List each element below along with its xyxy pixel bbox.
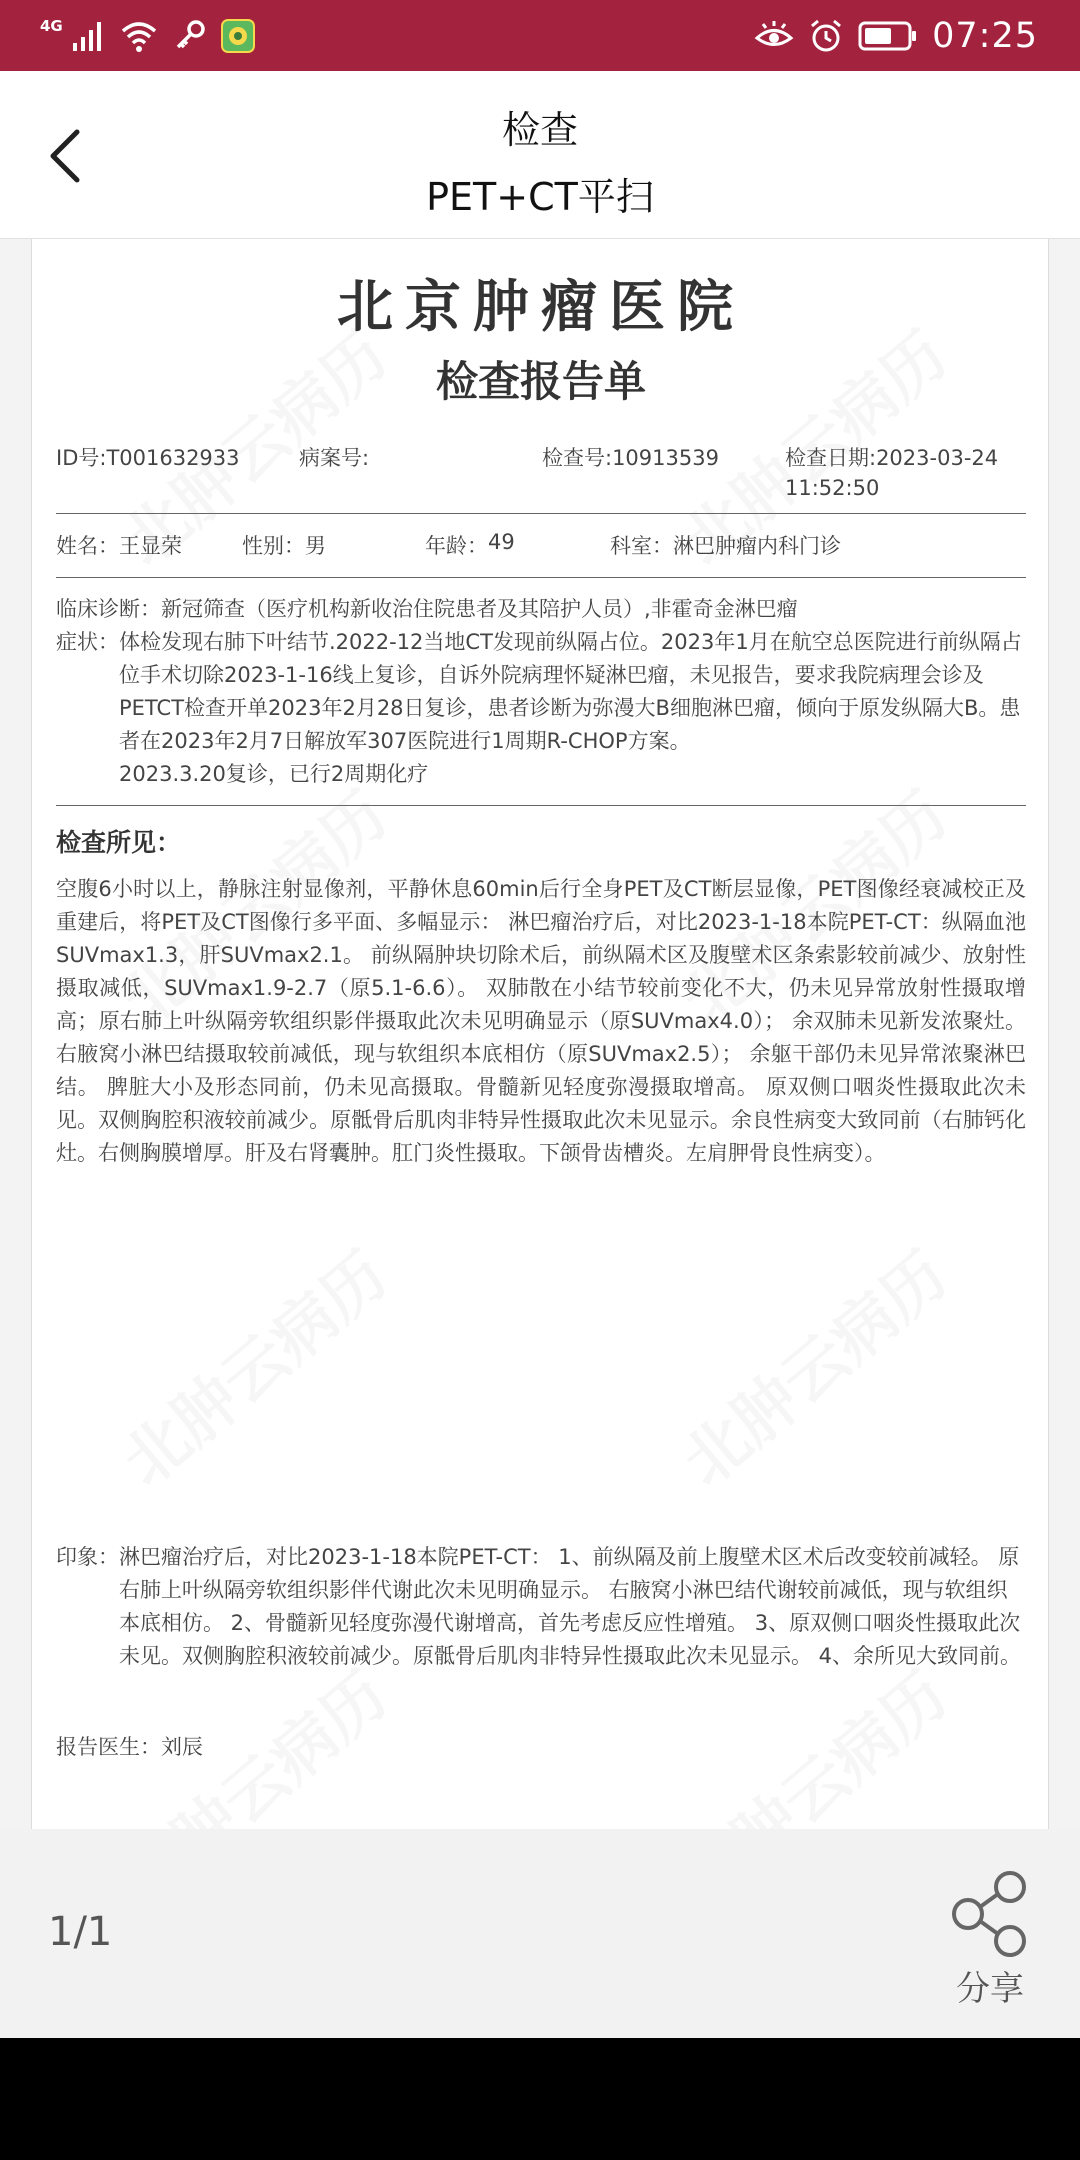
impression [56, 1541, 1026, 1673]
age-value: 49 [488, 530, 515, 554]
divider [56, 513, 1026, 514]
key-icon [173, 19, 207, 53]
report-page [31, 239, 1049, 1829]
report-title: 检查报告单 [435, 357, 646, 406]
symptoms-text: 体检发现右肺下叶结节.2022-12当地CT发现前纵隔占位。2023年1月在航空总医院进行前纵隔占位手术切除2023-1-16线上复诊，自诉外院病理怀疑淋巴瘤，未见报告，要求我院病理会诊及PETCT检查开单2023年2月28日复诊，患者诊断为弥漫大B细胞淋巴瘤，倾向于原发纵隔大B。患者在2023年2月7日解放军307医院进行1周期R-CHOP方案。 [119, 630, 1022, 753]
patient-age [425, 529, 515, 563]
patient-id: ID号:T001632933 [56, 446, 240, 470]
patient-name: 姓名：王显荣 [56, 534, 182, 558]
page-title: 检查 [501, 108, 578, 152]
case-number: 病案号: [299, 446, 370, 470]
impression-label: 印象： [56, 1545, 119, 1569]
exam-number: 检查号:10913539 [542, 446, 719, 470]
clinical-section [56, 593, 1026, 791]
age-label: 年龄： [425, 534, 488, 558]
clinical-diagnosis [56, 593, 1026, 626]
report-viewer[interactable] [0, 239, 1080, 1829]
symptoms-body [119, 626, 1026, 791]
share-label: 分享 [956, 1969, 1024, 2009]
alarm-icon [808, 18, 844, 54]
impression-text: 淋巴瘤治疗后，对比2023-1-18本院PET-CT： 1、前纵隔及前上腹壁术区术后改变较前减轻。 原右肺上叶纵隔旁软组织影伴代谢此次未见明确显示。 右腋窝小淋巴结代谢较前减低，现与软组织本底相仿。 2、骨髓新见轻度弥漫代谢增高，首先考虑反应性增殖。 3、原双侧口咽炎性摄取此次未见。双侧胸腔积液较前减少。原骶骨后肌肉非特异性摄取此次未见显示。 4、余所见大致同前。 [119, 1545, 1022, 1668]
clinical-diagnosis-text: 新冠筛查（医疗机构新收治住院患者及其陪护人员）,非霍奇金淋巴瘤 [161, 597, 798, 621]
app-header [0, 71, 1080, 239]
status-right [754, 10, 1038, 62]
symptoms [56, 626, 1026, 791]
exam-date: 检查日期:2023-03-24 [785, 446, 999, 470]
network-type: 4G [40, 17, 63, 35]
eye-comfort-icon [754, 19, 794, 53]
symptoms-text-followup: 2023.3.20复诊，已行2周期化疗 [119, 762, 429, 786]
symptoms-label: 症状： [56, 630, 119, 654]
divider [56, 577, 1026, 578]
wifi-icon [119, 19, 159, 53]
findings-text: 空腹6小时以上，静脉注射显像剂，平静休息60min后行全身PET及CT断层显像，PET图像经衰减校正及重建后，将PET及CT图像行多平面、多幅显示： 淋巴瘤治疗后，对比2023-1-18本院PET-CT：纵隔血池SUVmax1.3，肝SUVmax2.1。 前纵隔肿块切除术后，前纵隔术区及腹壁术区条索影较前减少、放射性摄取减低，SUVmax1.9-2.7（原5.1-6.6）。 双肺散在小结节较前变化不大，仍未见异常放射性摄取增高；原右肺上叶纵隔旁软组织影伴摄取此次未见明确显示（原SUVmax4.0）； 余双肺未见新发浓聚灶。 右腋窝小淋巴结摄取较前减低，现与软组织本底相仿（原SUVmax2.5）； 余躯干部仍未见异常浓聚淋巴结。 脾脏大小及形态同前，仍未见高摄取。骨髓新见轻度弥漫摄取增高。 原双侧口咽炎性摄取此次未见。双侧胸腔积液较前减少。原骶骨后肌肉非特异性摄取此次未见显示。余良性病变大致同前（右肺钙化灶。右侧胸膜增厚。肝及右肾囊肿。肛门炎性摄取。下颌骨齿槽炎。左肩胛骨良性病变）。 [56, 877, 1026, 1165]
share-button[interactable] [940, 1869, 1040, 2009]
bottom-bar [0, 1829, 1080, 2038]
department: 科室：淋巴肿瘤内科门诊 [610, 534, 841, 558]
battery-icon [858, 20, 918, 52]
hospital-name: 北京肿瘤医院 [337, 275, 745, 340]
status-bar [0, 0, 1080, 71]
signal-icon [71, 19, 105, 53]
findings-heading: 检查所见： [56, 828, 182, 857]
status-left [40, 14, 255, 58]
page-indicator: 1/1 [48, 1909, 113, 1955]
share-icon [940, 1869, 1040, 1959]
status-time: 07:25 [932, 16, 1038, 56]
clinical-diagnosis-label: 临床诊断： [56, 597, 161, 621]
watermark [660, 1647, 964, 1829]
report-doctor: 报告医生：刘辰 [56, 1735, 203, 1759]
watermark [660, 1227, 964, 1503]
divider [56, 805, 1026, 806]
app-notification-icon [221, 19, 255, 53]
page-subtitle: PET+CT平扫 [426, 175, 654, 219]
watermark [100, 1227, 404, 1503]
exam-time: 11:52:50 [785, 476, 880, 500]
system-nav-area [0, 2038, 1080, 2160]
patient-gender: 性别：男 [242, 534, 326, 558]
